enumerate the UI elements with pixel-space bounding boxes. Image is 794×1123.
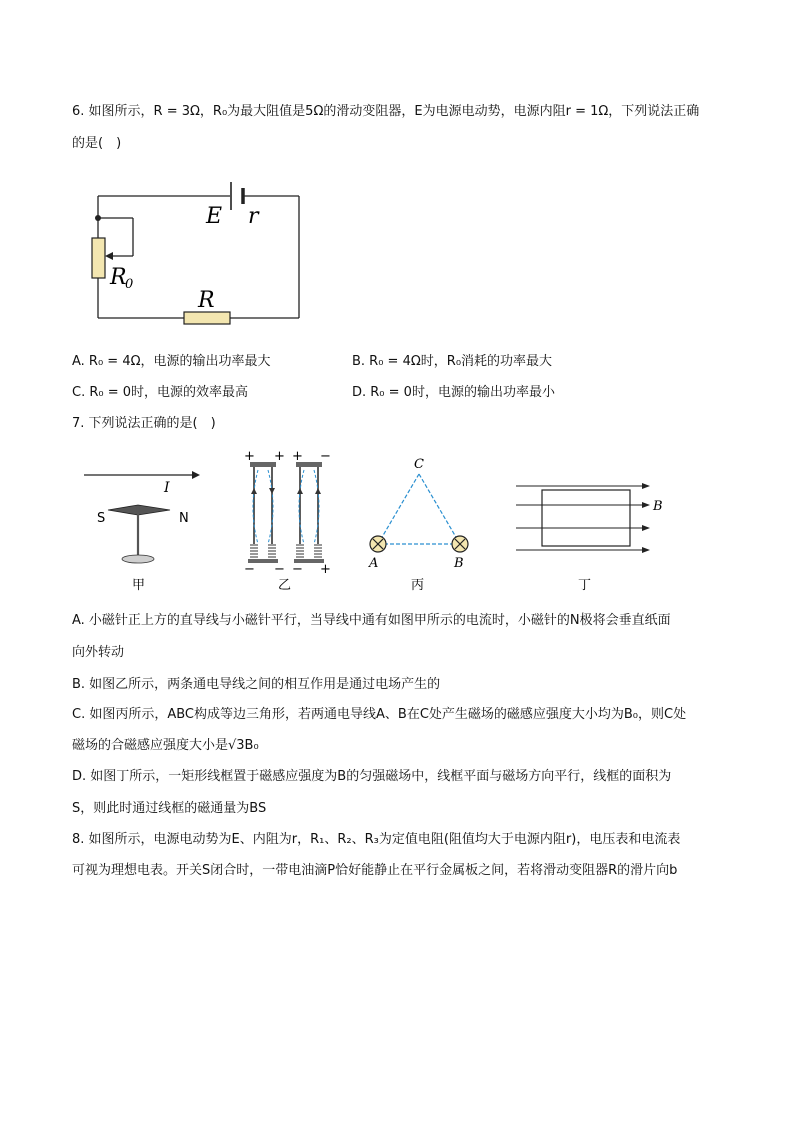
q8-stem-line1: 8. 如图所示，电源电动势为E、内阻为r，R₁、R₂、R₃为定值电阻(阻值均大于电源内阻r)，电压表和电流表: [72, 832, 681, 847]
label-r: R: [198, 288, 215, 313]
jia-label-i: I: [164, 480, 170, 496]
q7-option-b: B. 如图乙所示，两条通电导线之间的相互作用是通过电场产生的: [72, 677, 441, 692]
caption-bing: 丙: [411, 578, 425, 593]
q7-option-c-line2: 磁场的合磁感应强度大小是√3B₀: [72, 738, 259, 753]
yi-minus-right: −: [292, 562, 303, 577]
q7-option-d-line2: S，则此时通过线框的磁通量为BS: [72, 801, 267, 816]
yi-minus-top: −: [320, 449, 331, 464]
q7-option-d-line1: D. 如图丁所示，一矩形线框置于磁感应强度为B的匀强磁场中，线框平面与磁场方向平行，线框的面积为: [72, 769, 672, 784]
q7-stem: 7. 下列说法正确的是( ): [72, 416, 216, 431]
q6-stem-line1: 6. 如图所示，R = 3Ω，R₀为最大阻值是5Ω的滑动变阻器，E为电源电动势，电源内阻r = 1Ω，下列说法正确: [72, 104, 700, 119]
label-e: E: [206, 204, 223, 229]
q8-stem-line2: 可视为理想电表。开关S闭合时，一带电油滴P恰好能静止在平行金属板之间，若将滑动变阻器R的滑片向b: [72, 863, 678, 878]
yi-plus-bottom: +: [320, 562, 331, 577]
yi-plus-mid: +: [274, 449, 285, 464]
ding-label-b: B: [653, 499, 663, 514]
figure-jia: [84, 471, 200, 593]
rheostat-r0: [92, 238, 105, 278]
label-r-internal: r: [248, 204, 259, 229]
caption-jia: 甲: [132, 578, 146, 593]
q6-stem-line2: 的是( ): [72, 136, 122, 151]
label-r0-sub: 0: [125, 277, 134, 292]
bing-label-c: C: [414, 457, 424, 472]
figure-ding: [516, 483, 663, 593]
jia-label-s: S: [97, 511, 106, 526]
yi-minus-left: −: [244, 562, 255, 577]
caption-ding: 丁: [578, 578, 592, 593]
q6-option-a: A. R₀ = 4Ω，电源的输出功率最大: [72, 354, 271, 369]
bing-label-a: A: [369, 556, 379, 571]
yi-minus-mid: −: [274, 562, 285, 577]
q7-figures: [72, 448, 692, 596]
q6-option-b: B. R₀ = 4Ω时，R₀消耗的功率最大: [352, 354, 553, 369]
figure-bing: [368, 457, 468, 593]
resistor-r: [184, 312, 230, 324]
q7-option-a-line2: 向外转动: [72, 645, 125, 660]
caption-yi: 乙: [278, 578, 292, 593]
q7-option-c-line1: C. 如图丙所示，ABC构成等边三角形，若两通电导线A、B在C处产生磁场的磁感应强度大小均为B₀，则C处: [72, 707, 687, 722]
q7-option-a-line1: A. 小磁针正上方的直导线与小磁针平行，当导线中通有如图甲所示的电流时，小磁针的N极将会垂直纸面: [72, 613, 671, 628]
label-r0: R: [110, 265, 127, 290]
q6-option-d: D. R₀ = 0时，电源的输出功率最小: [352, 385, 555, 400]
jia-label-n: N: [179, 511, 189, 526]
figure-yi: [244, 449, 331, 593]
q6-option-c: C. R₀ = 0时，电源的效率最高: [72, 385, 249, 400]
yi-plus-right: +: [292, 449, 303, 464]
yi-plus-left: +: [244, 449, 255, 464]
q6-circuit-diagram: [88, 176, 308, 328]
bing-label-b: B: [454, 556, 464, 571]
